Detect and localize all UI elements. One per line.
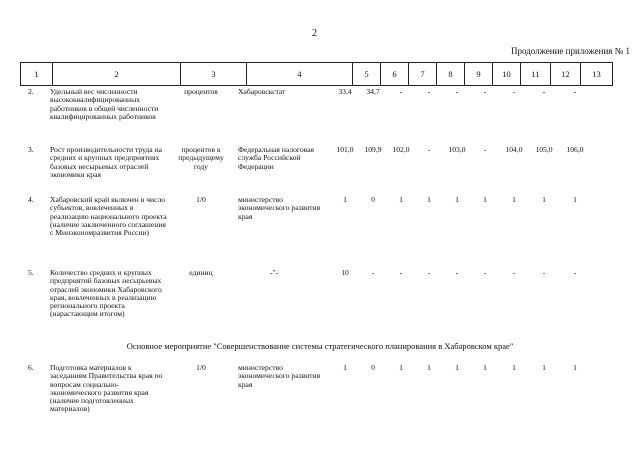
value-col-11: 104,0 — [505, 145, 523, 154]
value-col-12: - — [542, 268, 546, 277]
page-number: 2 — [312, 28, 317, 39]
value-col-10: - — [483, 87, 487, 96]
value-col-12: 1 — [542, 195, 546, 204]
column-header-table — [20, 62, 613, 86]
value-col-10: - — [483, 145, 487, 154]
unit: процентов к предыдущему году — [178, 145, 224, 171]
value-col-11: - — [512, 268, 516, 277]
header-col-12: 12 — [551, 63, 581, 86]
value-col-10: 1 — [483, 195, 487, 204]
value-col-6: 34,7 — [366, 87, 380, 96]
header-col-4: 4 — [247, 63, 353, 86]
row-number: 2. — [28, 87, 34, 96]
value-col-7: 1 — [399, 195, 403, 204]
header-col-3: 3 — [181, 63, 247, 86]
value-col-9: - — [455, 87, 459, 96]
value-col-6: 109,9 — [364, 145, 382, 154]
value-col-13: 1 — [573, 195, 577, 204]
value-col-5: 1 — [343, 363, 347, 372]
data-source: Федеральная налоговая служба Российской Федерации — [238, 145, 314, 171]
header-col-2: 2 — [53, 63, 181, 86]
value-col-11: 1 — [512, 195, 516, 204]
indicator-name: Рост производительности труда на средних и крупных предприятиях базовых несырьевых отраслей экономики края — [50, 145, 163, 179]
row-number: 4. — [28, 195, 34, 204]
header-col-9: 9 — [465, 63, 493, 86]
row-number: 6. — [28, 363, 34, 372]
value-col-5: 10 — [341, 268, 349, 277]
value-col-5: 101,0 — [336, 145, 354, 154]
value-col-5: 33,4 — [338, 87, 352, 96]
value-col-12: 1 — [542, 363, 546, 372]
header-col-7: 7 — [409, 63, 437, 86]
indicator-name: Количество средних и крупных предприятий базовых несырьевых отраслей экономики Хабаровского края, вовлеченных в реализацию регионального проекта (нарастающим итогом) — [50, 268, 162, 319]
value-col-8: - — [427, 268, 431, 277]
section-title: Основное мероприятие "Совершенствование системы стратегического планирования в Хабаровском крае" — [126, 341, 514, 351]
unit: 1/0 — [196, 363, 206, 372]
data-source: министерство экономического развития края — [238, 195, 321, 221]
row-number: 3. — [28, 145, 34, 154]
header-col-11: 11 — [521, 63, 551, 86]
value-col-8: 1 — [427, 195, 431, 204]
value-col-6: - — [371, 268, 375, 277]
indicator-name: Подготовка материалов к заседаниям Правительства края по вопросам социально-экономического развития края (наличие подготовленных материалов) — [50, 363, 163, 414]
value-col-12: 105,0 — [535, 145, 553, 154]
header-col-10: 10 — [493, 63, 521, 86]
header-col-13: 13 — [581, 63, 613, 86]
header-col-5: 5 — [353, 63, 381, 86]
continuation-note: Продолжение приложения № 1 — [510, 46, 630, 56]
value-col-6: 0 — [371, 195, 375, 204]
header-col-8: 8 — [437, 63, 465, 86]
value-col-6: 0 — [371, 363, 375, 372]
data-source: Хабаровскстат — [238, 87, 286, 96]
value-col-10: 1 — [483, 363, 487, 372]
value-col-9: 1 — [455, 195, 459, 204]
value-col-10: - — [483, 268, 487, 277]
value-col-9: - — [455, 268, 459, 277]
indicator-name: Удельный вес численности высококвалифицированных работников в общей численности квалифицированных работников — [50, 87, 159, 121]
value-col-13: - — [573, 87, 577, 96]
value-col-9: 1 — [455, 363, 459, 372]
value-col-11: - — [512, 87, 516, 96]
header-col-1: 1 — [21, 63, 53, 86]
value-col-7: - — [399, 268, 403, 277]
value-col-5: 1 — [343, 195, 347, 204]
data-source: министерство экономического развития края — [238, 363, 321, 389]
indicator-name: Хабаровский край включен в число субъектов, вовлеченных в реализацию национального проекта (наличие заключенного соглашения с Минэкономразвития России) — [50, 195, 167, 238]
data-source: -"- — [270, 268, 279, 277]
value-col-7: - — [399, 87, 403, 96]
unit: 1/0 — [196, 195, 206, 204]
value-col-8: - — [427, 87, 431, 96]
value-col-7: 1 — [399, 363, 403, 372]
row-number: 5. — [28, 268, 34, 277]
unit: процентов — [184, 87, 218, 96]
header-col-6: 6 — [381, 63, 409, 86]
value-col-13: - — [573, 268, 577, 277]
unit: единиц — [189, 268, 213, 277]
value-col-8: - — [427, 145, 431, 154]
header-row — [21, 63, 613, 86]
value-col-13: 106,0 — [566, 145, 584, 154]
value-col-13: 1 — [573, 363, 577, 372]
value-col-7: 102,0 — [392, 145, 410, 154]
value-col-11: 1 — [512, 363, 516, 372]
value-col-8: 1 — [427, 363, 431, 372]
value-col-9: 103,0 — [448, 145, 466, 154]
value-col-12: - — [542, 87, 546, 96]
